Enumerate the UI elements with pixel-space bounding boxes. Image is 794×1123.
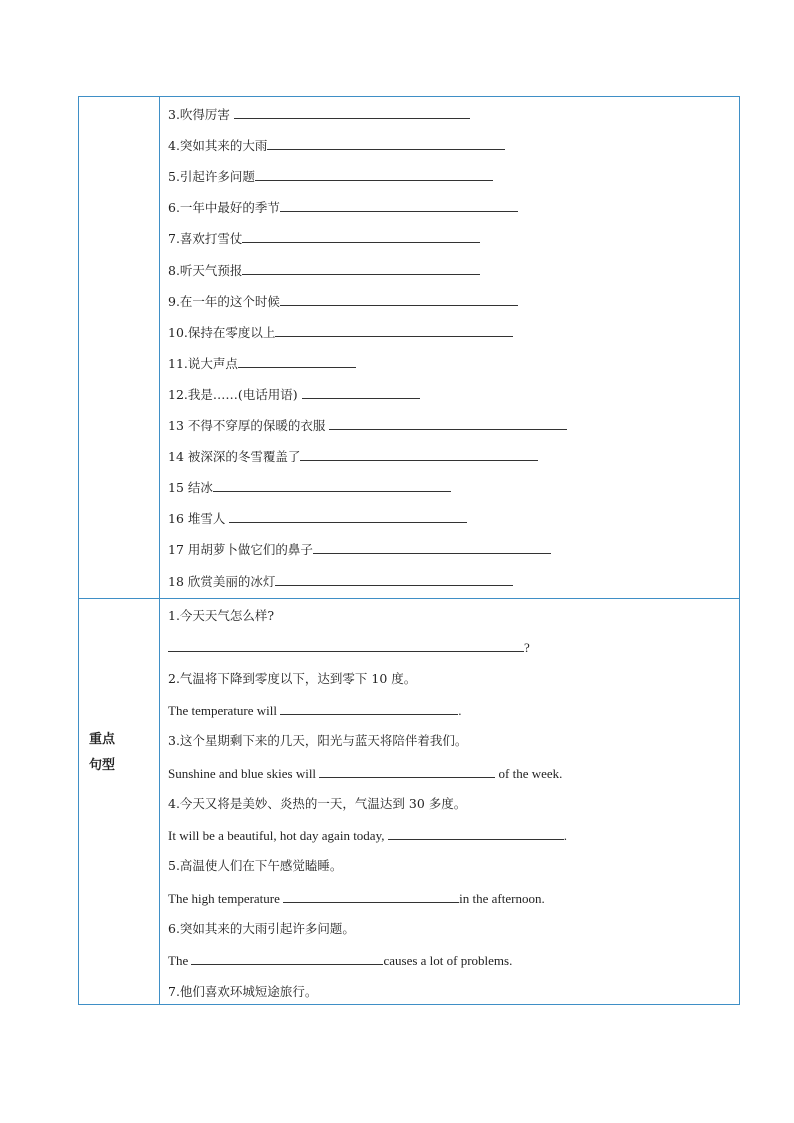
answer-blank[interactable] xyxy=(191,952,383,965)
phrase-row xyxy=(168,106,470,123)
phrase-row xyxy=(168,199,518,216)
phrase-row xyxy=(168,479,451,496)
column-divider xyxy=(159,97,160,1004)
answer-suffix: . xyxy=(563,828,567,844)
answer-suffix: in the afternoon. xyxy=(459,890,545,906)
sentence-prompt: 4.今天又将是美妙、炎热的一天，气温达到 30 多度。 xyxy=(168,795,467,811)
answer-blank[interactable] xyxy=(280,293,518,306)
phrase-text: 14 被深深的冬雪覆盖了 xyxy=(168,449,301,465)
answer-prefix: Sunshine and blue skies will xyxy=(168,765,320,781)
answer-prefix: The temperature will xyxy=(168,702,281,718)
worksheet-table xyxy=(78,96,740,1005)
phrase-row xyxy=(168,573,513,590)
sentence-answer-row xyxy=(168,702,462,719)
phrase-text: 5.引起许多问题 xyxy=(168,169,255,185)
answer-blank[interactable] xyxy=(275,573,513,586)
phrase-row xyxy=(168,293,518,310)
answer-blank[interactable] xyxy=(255,168,493,181)
phrase-row xyxy=(168,417,567,434)
answer-blank[interactable] xyxy=(280,702,458,715)
phrase-row xyxy=(168,541,551,558)
answer-suffix: . xyxy=(458,702,462,718)
answer-blank[interactable] xyxy=(275,324,513,337)
phrase-text: 9.在一年的这个时候 xyxy=(168,293,280,309)
phrase-text: 11.说大声点 xyxy=(168,355,238,371)
sentence-answer-row xyxy=(168,639,530,656)
answer-blank[interactable] xyxy=(283,890,459,903)
phrase-text: 3.吹得厉害 xyxy=(168,107,234,122)
answer-suffix: ? xyxy=(524,640,530,656)
answer-blank[interactable] xyxy=(213,479,451,492)
answer-blank[interactable] xyxy=(229,510,467,523)
answer-prefix: The high temperature xyxy=(168,890,284,906)
phrase-row xyxy=(168,510,467,527)
phrase-text: 4.突如其来的大雨 xyxy=(168,138,268,154)
answer-blank[interactable] xyxy=(242,230,480,243)
sentence-prompt: 6.突如其来的大雨引起许多问题。 xyxy=(168,921,355,936)
answer-blank[interactable] xyxy=(267,137,505,150)
sentence-prompt: 2.气温将下降到零度以下，达到零下 10 度。 xyxy=(168,670,417,686)
sentence-prompt: 1.今天天气怎么样? xyxy=(168,608,275,623)
phrase-text: 13 不得不穿厚的保暖的衣服 xyxy=(168,418,330,433)
answer-blank[interactable] xyxy=(319,765,495,778)
answer-suffix: causes a lot of problems. xyxy=(383,953,513,969)
section-label-line-2: 句型 xyxy=(89,758,116,773)
phrase-row xyxy=(168,168,493,185)
sentence-answer-row xyxy=(168,952,512,969)
row-divider xyxy=(79,598,739,599)
sentence-prompt: 5.高温使人们在下午感觉瞌睡。 xyxy=(168,858,343,874)
sentence-answer-row xyxy=(168,765,562,782)
answer-blank[interactable] xyxy=(302,386,420,399)
answer-blank[interactable] xyxy=(242,262,480,275)
answer-blank[interactable] xyxy=(168,639,524,652)
phrase-text: 12.我是……(电话用语) xyxy=(168,386,302,402)
sentence-answer-row xyxy=(168,890,545,907)
sentence-answer-row xyxy=(168,827,567,844)
phrase-row xyxy=(168,137,505,154)
phrase-row xyxy=(168,230,480,247)
answer-blank[interactable] xyxy=(238,355,356,368)
phrase-text: 16 堆雪人 xyxy=(168,511,230,527)
phrase-text: 7.喜欢打雪仗 xyxy=(168,231,243,247)
phrase-text: 17 用胡萝卜做它们的鼻子 xyxy=(168,542,313,558)
answer-blank[interactable] xyxy=(313,541,551,554)
section-label-key-sentences xyxy=(79,727,159,779)
phrase-text: 15 结冰 xyxy=(168,480,213,496)
phrase-row xyxy=(168,324,513,341)
answer-blank[interactable] xyxy=(300,448,538,461)
answer-suffix: of the week. xyxy=(495,765,563,781)
answer-prefix: The xyxy=(168,953,192,969)
answer-blank[interactable] xyxy=(234,106,470,119)
section-label-line-1: 重点 xyxy=(89,732,116,747)
phrase-text: 8.听天气预报 xyxy=(168,262,243,278)
phrase-text: 10.保持在零度以上 xyxy=(168,324,276,340)
phrase-row xyxy=(168,262,480,279)
sentence-prompt: 3.这个星期剩下来的几天，阳光与蓝天将陪伴着我们。 xyxy=(168,733,468,749)
answer-blank[interactable] xyxy=(280,199,518,212)
phrase-row xyxy=(168,386,420,403)
phrase-text: 6.一年中最好的季节 xyxy=(168,200,280,216)
phrase-row xyxy=(168,448,538,465)
answer-blank[interactable] xyxy=(329,417,567,430)
phrase-text: 18 欣赏美丽的冰灯 xyxy=(168,573,276,589)
answer-prefix: It will be a beautiful, hot day again today, xyxy=(168,828,388,844)
answer-blank[interactable] xyxy=(388,827,564,840)
sentence-prompt: 7.他们喜欢环城短途旅行。 xyxy=(168,983,318,999)
phrase-row xyxy=(168,355,356,372)
